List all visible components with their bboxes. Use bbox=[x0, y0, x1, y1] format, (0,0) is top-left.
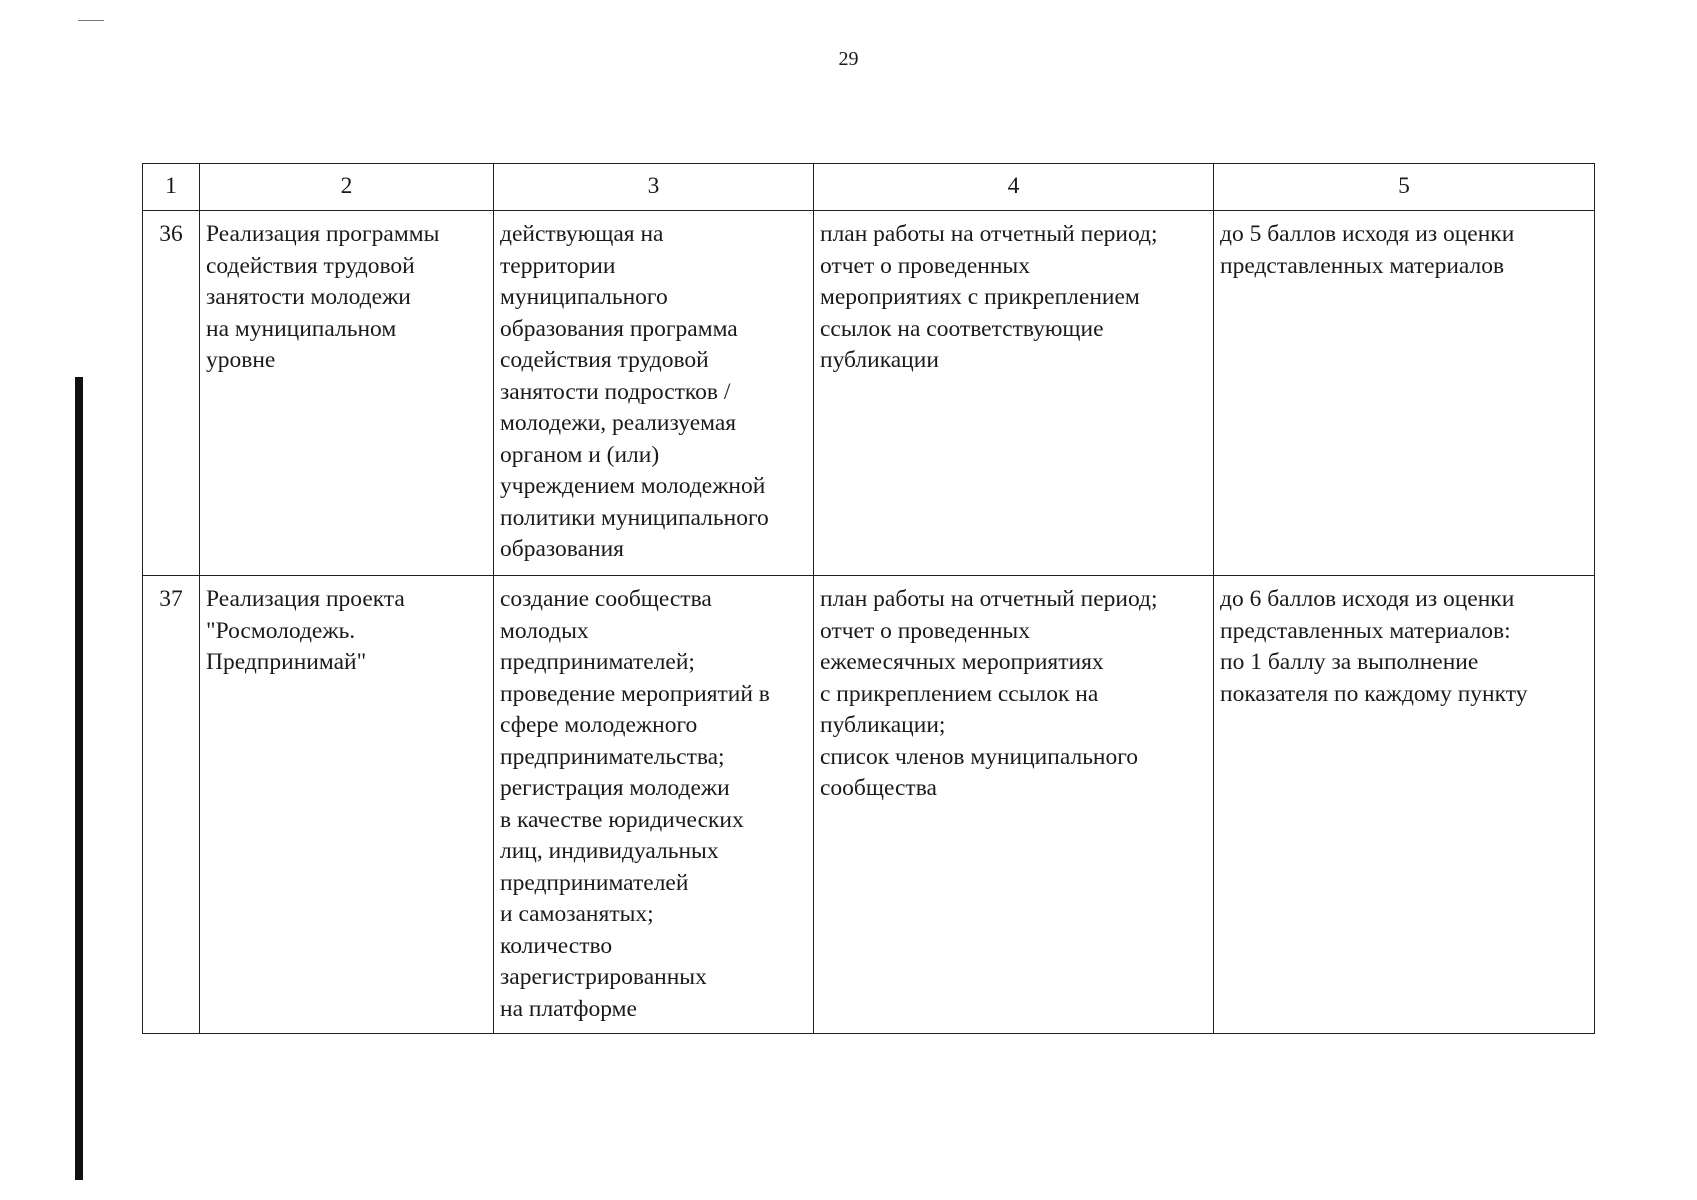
table-row bbox=[143, 576, 1595, 1034]
indicator-criterion: создание сообщества молодых предпринимателей; проведение мероприятий в сфере молодежного предпринимательства; регистрация молодежи в качестве юридических лиц, индивидуальных предпринимателей и самозанятых; количество зарегистрированных на платформе bbox=[494, 576, 814, 1034]
indicator-criterion: действующая на территории муниципального образования программа содействия трудовой занятости подростков / молодежи, реализуемая органом и (или) учреждением молодежной политики муниципального образования bbox=[494, 211, 814, 576]
criteria-table bbox=[142, 163, 1595, 1034]
confirming-documents: план работы на отчетный период; отчет о проведенных мероприятиях с прикреплением ссылок на соответствующие публикации bbox=[814, 211, 1214, 576]
page-number: 29 bbox=[838, 48, 859, 70]
confirming-documents: план работы на отчетный период; отчет о проведенных ежемесячных мероприятиях с прикреплением ссылок на публикации; список членов муниципального сообщества bbox=[814, 576, 1214, 1034]
column-header-2: 2 bbox=[200, 164, 494, 211]
indicator-name: Реализация проекта "Росмолодежь. Предпринимай" bbox=[200, 576, 494, 1034]
row-number: 36 bbox=[143, 211, 200, 576]
score-rule: до 6 баллов исходя из оценки представленных материалов: по 1 баллу за выполнение показателя по каждому пункту bbox=[1214, 576, 1595, 1034]
indicator-name: Реализация программы содействия трудовой занятости молодежи на муниципальном уровне bbox=[200, 211, 494, 576]
scan-mark bbox=[78, 20, 104, 21]
table-row bbox=[143, 211, 1595, 576]
row-number: 37 bbox=[143, 576, 200, 1034]
scan-edge-bar bbox=[75, 377, 83, 1180]
table-header-row bbox=[143, 164, 1595, 211]
column-header-4: 4 bbox=[814, 164, 1214, 211]
column-header-1: 1 bbox=[143, 164, 200, 211]
column-header-3: 3 bbox=[494, 164, 814, 211]
score-rule: до 5 баллов исходя из оценки представленных материалов bbox=[1214, 211, 1595, 576]
column-header-5: 5 bbox=[1214, 164, 1595, 211]
